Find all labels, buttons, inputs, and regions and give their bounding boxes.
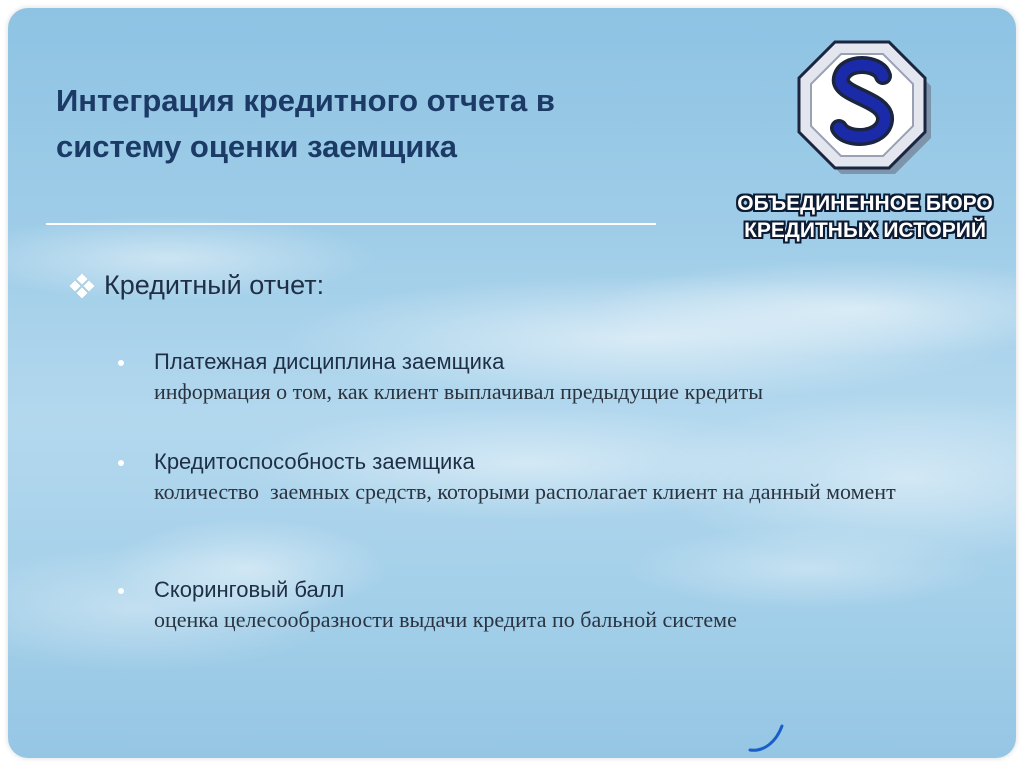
- dot-bullet-icon: [118, 460, 124, 466]
- logo-name-line-2: КРЕДИТНЫХ ИСТОРИЙ: [744, 219, 986, 242]
- item-description: оценка целесообразности выдачи кредита по бальной системе: [154, 607, 737, 632]
- item-heading: Платежная дисциплина заемщика: [154, 349, 505, 374]
- list-item: [118, 348, 763, 407]
- list-item: [118, 576, 737, 635]
- swoosh-mark-icon: [746, 720, 790, 756]
- dot-bullet-icon: [118, 588, 124, 594]
- item-heading: Скоринговый балл: [154, 577, 345, 602]
- octagon-s-logo-icon: [783, 36, 943, 186]
- logo-name-line-1: ОБЪЕДИНЕННОЕ БЮРО: [737, 192, 993, 215]
- slide-title: Интеграция кредитного отчета в систему оценки заемщика: [56, 83, 555, 164]
- slide: [8, 8, 1016, 758]
- logo-wordmark: [720, 190, 1010, 244]
- item-description: количество заемных средств, которыми располагает клиент на данный момент: [154, 479, 896, 504]
- list-item: [118, 448, 914, 507]
- diamond-bullet-icon: [70, 274, 94, 298]
- section-label: Кредитный отчет:: [104, 270, 325, 300]
- item-description: информация о том, как клиент выплачивал предыдущие кредиты: [154, 379, 763, 404]
- section-heading: [70, 270, 324, 301]
- dot-bullet-icon: [118, 360, 124, 366]
- item-heading: Кредитоспособность заемщика: [154, 449, 475, 474]
- title-divider: [46, 223, 656, 225]
